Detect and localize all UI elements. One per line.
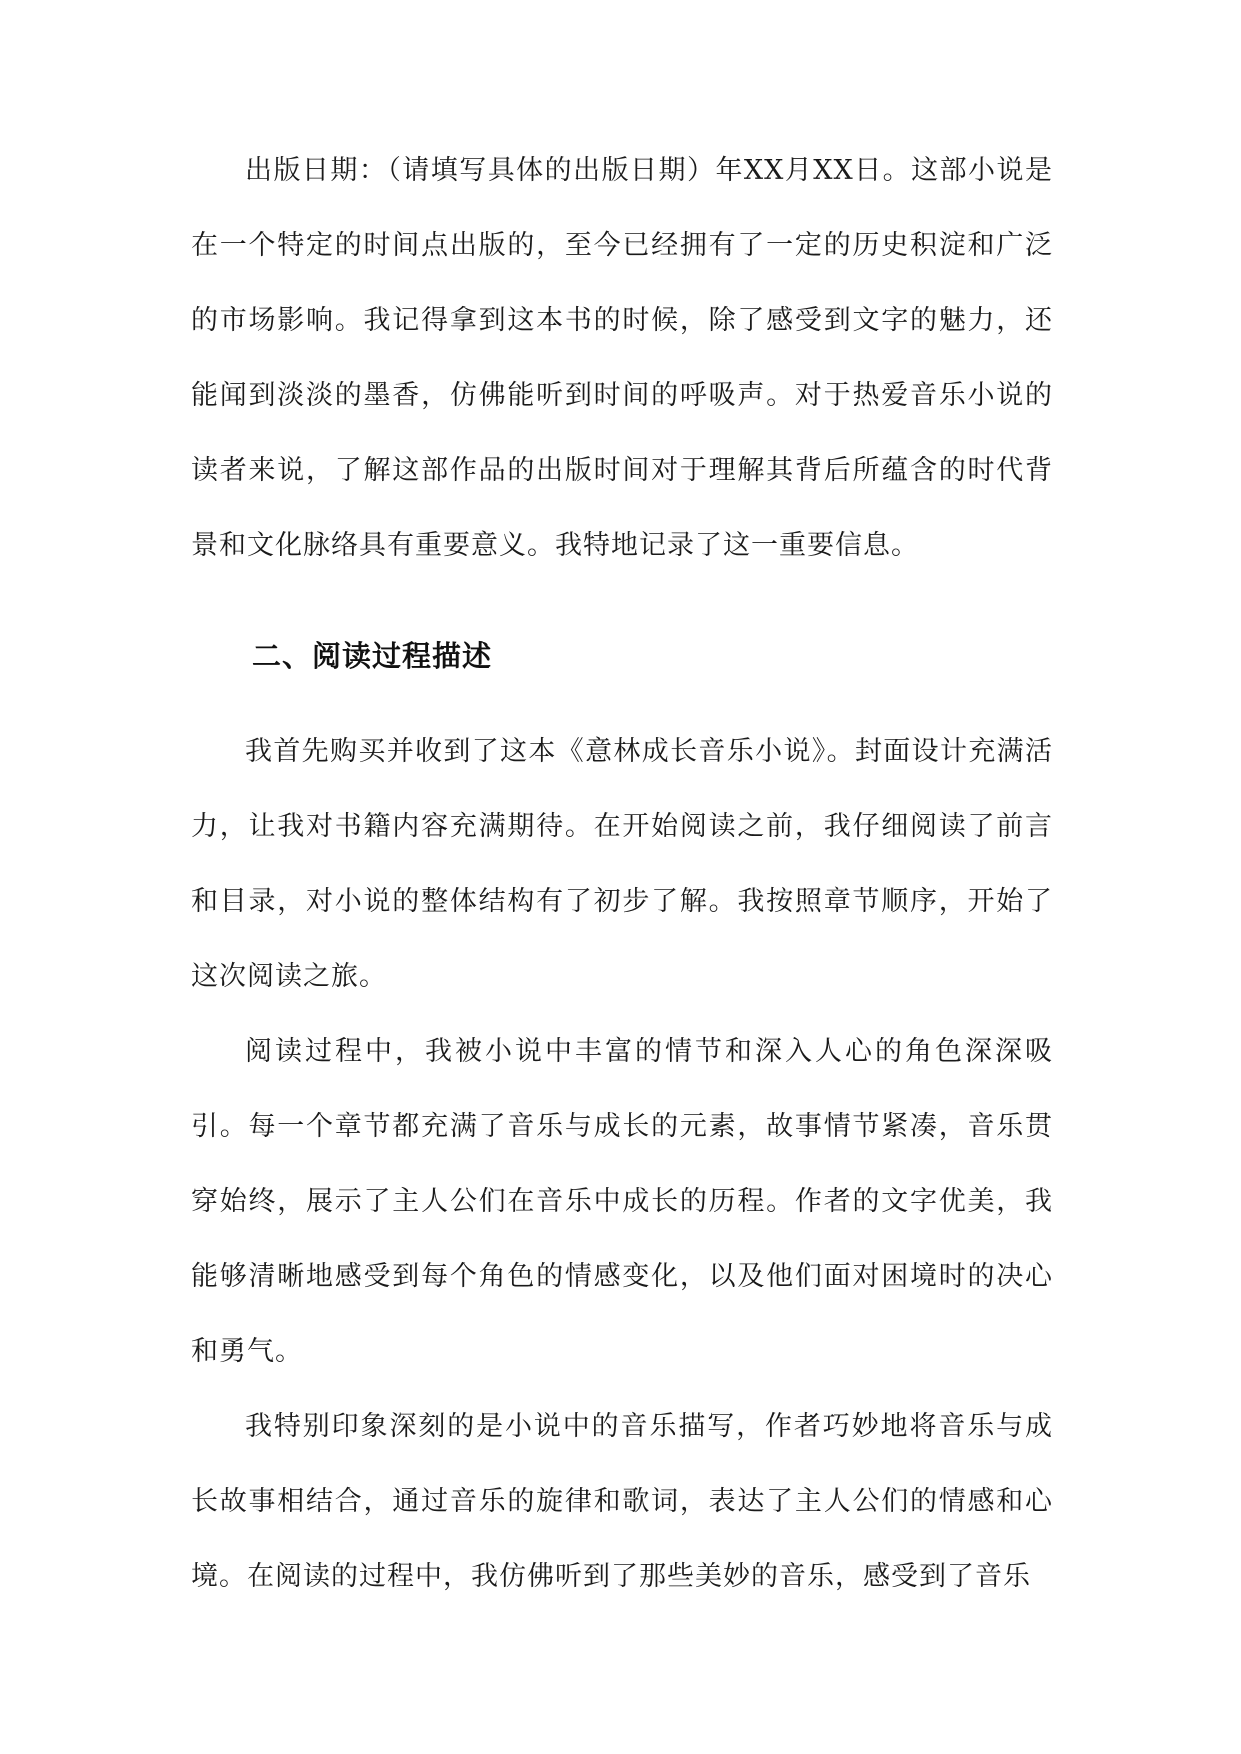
paragraph-reading-process: 阅读过程中，我被小说中丰富的情节和深入人心的角色深深吸引。每一个章节都充满了音乐与成长的元素，故事情节紧凑，音乐贯穿始终，展示了主人公们在音乐中成长的历程。作者的文字优美，我能够清晰地感受到每个角色的情感变化，以及他们面对困境时的决心和勇气。	[191, 1036, 1053, 1367]
section-heading: 二、阅读过程描述	[252, 639, 493, 673]
intro-text-block	[191, 133, 1053, 583]
section-text-block	[191, 714, 1053, 1614]
paragraph-music-description: 我特别印象深刻的是小说中的音乐描写，作者巧妙地将音乐与成长故事相结合，通过音乐的旋律和歌词，表达了主人公们的情感和心境。在阅读的过程中，我仿佛听到了那些美妙的音乐，感受到了音乐	[191, 1411, 1053, 1592]
paragraph-purchase: 我首先购买并收到了这本《意林成长音乐小说》。封面设计充满活力，让我对书籍内容充满期待。在开始阅读之前，我仔细阅读了前言和目录，对小说的整体结构有了初步了解。我按照章节顺序，开始了这次阅读之旅。	[191, 736, 1053, 992]
paragraph-publication-date: 出版日期：（请填写具体的出版日期）年XX月XX日。这部小说是在一个特定的时间点出版的，至今已经拥有了一定的历史积淀和广泛的市场影响。我记得拿到这本书的时候，除了感受到文字的魅力，还能闻到淡淡的墨香，仿佛能听到时间的呼吸声。对于热爱音乐小说的读者来说，了解这部作品的出版时间对于理解其背后所蕴含的时代背景和文化脉络具有重要意义。我特地记录了这一重要信息。	[191, 155, 1053, 561]
